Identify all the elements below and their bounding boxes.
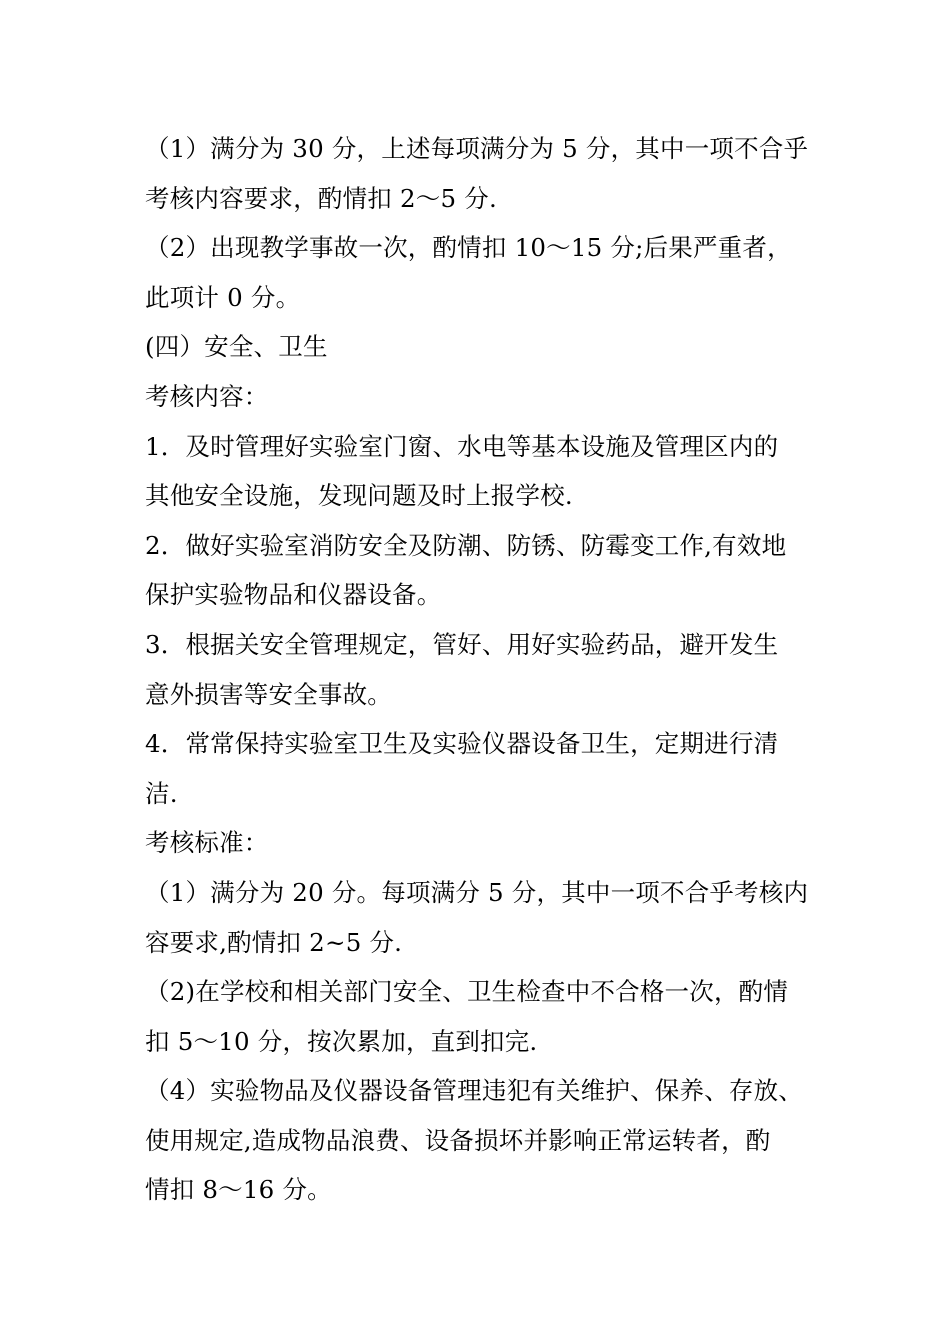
text-line: （2）出现教学事故一次，酌情扣 10～15 分;后果严重者， [145, 233, 792, 263]
text-line: 容要求,酌情扣 2~5 分. [145, 927, 403, 957]
text-line: 考核内容要求，酌情扣 2～5 分. [145, 183, 497, 213]
document-body [145, 124, 825, 1215]
text-line: （1）满分为 20 分。每项满分 5 分，其中一项不合乎考核内 [145, 877, 809, 907]
text-line: （2)在学校和相关部门安全、卫生检查中不合格一次，酌情 [145, 977, 789, 1007]
subheading-assessment-content: 考核内容： [145, 381, 269, 411]
text-line: 保护实验物品和仪器设备。 [145, 580, 442, 610]
text-line: 此项计 0 分。 [145, 282, 301, 312]
text-line: 2．做好实验室消防安全及防潮、防锈、防霉变工作,有效地 [145, 530, 787, 560]
text-line: （1）满分为 30 分，上述每项满分为 5 分，其中一项不合乎 [145, 134, 809, 163]
subheading-assessment-standard: 考核标准： [145, 828, 269, 858]
text-line: 扣 5～10 分，按次累加，直到扣完. [145, 1026, 538, 1056]
text-line: 3．根据关安全管理规定，管好、用好实验药品，避开发生 [145, 629, 779, 659]
text-line: 其他安全设施，发现问题及时上报学校. [145, 481, 573, 511]
text-line: 1．及时管理好实验室门窗、水电等基本设施及管理区内的 [145, 431, 779, 461]
text-line: 洁. [145, 778, 178, 808]
text-line: 情扣 8～16 分。 [145, 1175, 332, 1205]
section-heading: (四）安全、卫生 [145, 332, 328, 362]
text-line: （4）实验物品及仪器设备管理违犯有关维护、保养、存放、 [145, 1076, 803, 1106]
text-line: 意外损害等安全事故。 [145, 679, 392, 709]
text-line: 使用规定,造成物品浪费、设备损坏并影响正常运转者，酌 [145, 1125, 771, 1155]
text-line: 4．常常保持实验室卫生及实验仪器设备卫生，定期进行清 [145, 729, 779, 759]
